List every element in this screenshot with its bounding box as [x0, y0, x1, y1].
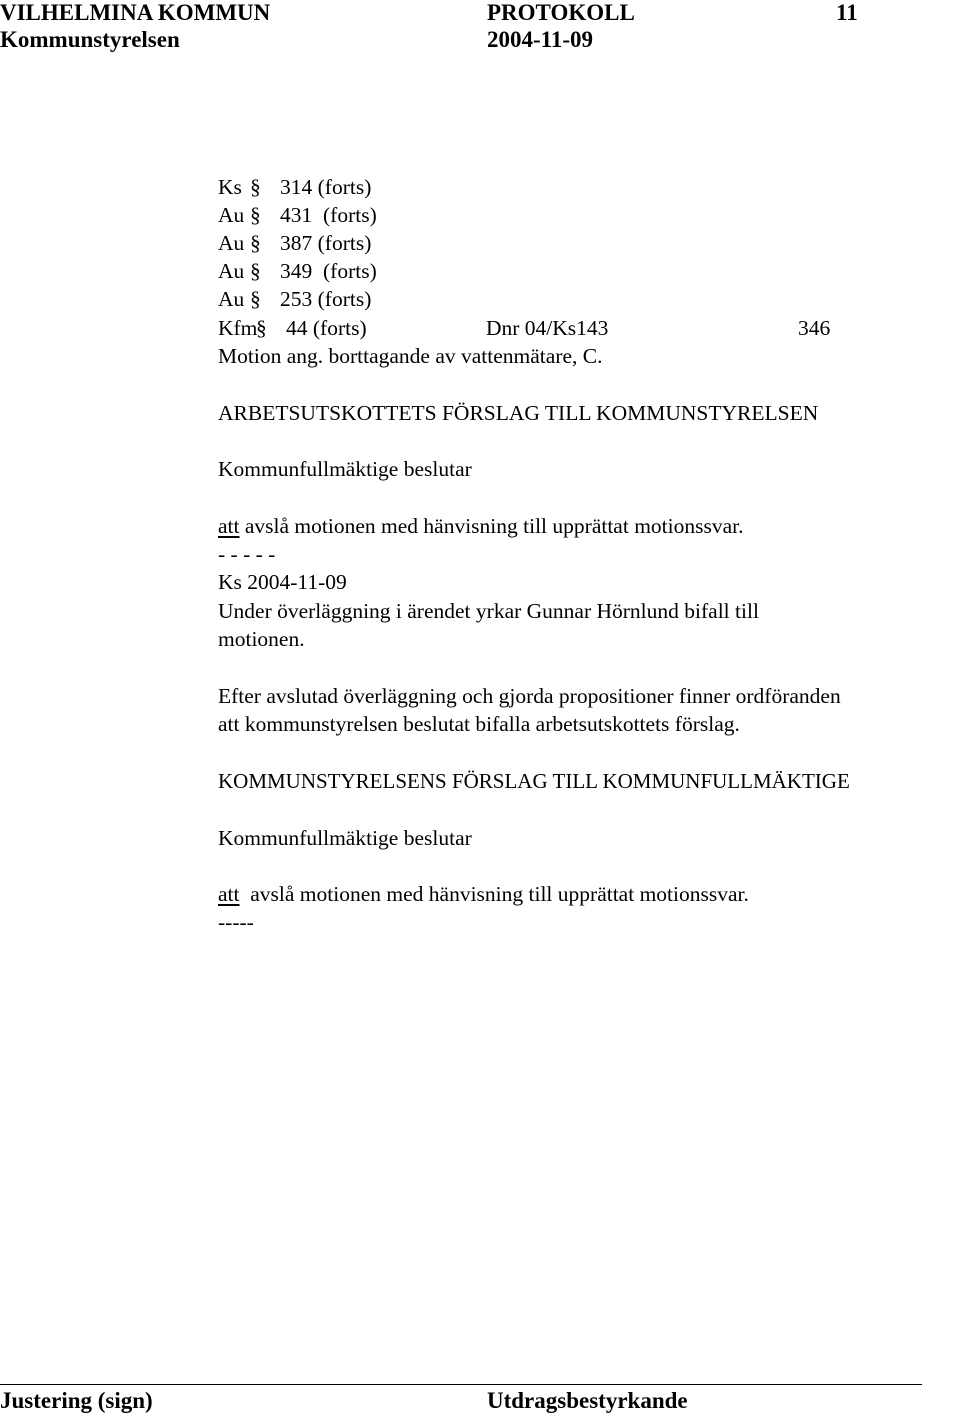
au-decides: Kommunfullmäktige beslutar — [218, 457, 472, 481]
separator: - - - - - — [218, 542, 276, 566]
ref-number: 349 (forts) — [280, 259, 377, 283]
ref-number: 314 (forts) — [280, 175, 372, 199]
ref-line — [218, 257, 377, 285]
footer-justering: Justering (sign) — [0, 1388, 153, 1413]
ref-org: Au — [218, 203, 245, 227]
paragraph-symbol: § — [250, 231, 261, 255]
discussion-line: motionen. — [218, 627, 305, 651]
ref-org: Ks — [218, 175, 242, 199]
paragraph-symbol: § — [250, 287, 261, 311]
discussion-line: Under överläggning i ärendet yrkar Gunnar Hörnlund bifall till — [218, 599, 759, 623]
paragraph-number: 346 — [798, 316, 831, 340]
footer-rule — [0, 1384, 922, 1385]
ref-number: 387 (forts) — [280, 231, 372, 255]
ref-org: Kfm — [218, 316, 258, 340]
ref-line — [218, 285, 371, 313]
att-text: avslå motionen med hänvisning till upprättat motionssvar. — [239, 882, 749, 906]
au-heading: ARBETSUTSKOTTETS FÖRSLAG TILL KOMMUNSTYRELSEN — [218, 401, 819, 425]
ref-number: 44 (forts) — [286, 316, 367, 340]
ref-number: 431 (forts) — [280, 203, 377, 227]
att-word: att — [218, 514, 240, 538]
paragraph-symbol: § — [256, 316, 267, 340]
ref-number: 253 (forts) — [280, 287, 372, 311]
separator: ----- — [218, 910, 254, 934]
ref-org: Au — [218, 259, 245, 283]
ks-att-line — [218, 880, 749, 908]
att-text: avslå motionen med hänvisning till upprättat motionssvar. — [239, 514, 744, 538]
ref-line — [218, 229, 371, 257]
ref-org: Au — [218, 287, 245, 311]
subject-line: Motion ang. borttagande av vattenmätare, C. — [218, 344, 603, 368]
au-att-line — [218, 512, 744, 540]
ks-decides: Kommunfullmäktige beslutar — [218, 826, 472, 850]
ref-line — [218, 314, 367, 342]
att-word: att — [218, 882, 240, 906]
header-doc-type: PROTOKOLL — [487, 0, 635, 25]
paragraph-symbol: § — [250, 203, 261, 227]
result-line: att kommunstyrelsen beslutat bifalla arbetsutskottets förslag. — [218, 712, 740, 736]
result-line: Efter avslutad överläggning och gjorda propositioner finner ordföranden — [218, 684, 841, 708]
ref-org: Au — [218, 231, 245, 255]
ref-line — [218, 173, 371, 201]
header-body: Kommunstyrelsen — [0, 27, 180, 52]
paragraph-symbol: § — [250, 175, 261, 199]
header-municipality: VILHELMINA KOMMUN — [0, 0, 271, 25]
ref-line — [218, 201, 377, 229]
header-date: 2004-11-09 — [487, 27, 594, 52]
dnr-number: Dnr 04/Ks143 — [486, 316, 609, 340]
paragraph-symbol: § — [250, 259, 261, 283]
footer-utdragsbestyrkande: Utdragsbestyrkande — [487, 1388, 688, 1413]
header-page-number: 11 — [836, 0, 858, 25]
ks-heading: KOMMUNSTYRELSENS FÖRSLAG TILL KOMMUNFULLMÄKTIGE — [218, 769, 850, 793]
ks-date: Ks 2004-11-09 — [218, 570, 347, 594]
